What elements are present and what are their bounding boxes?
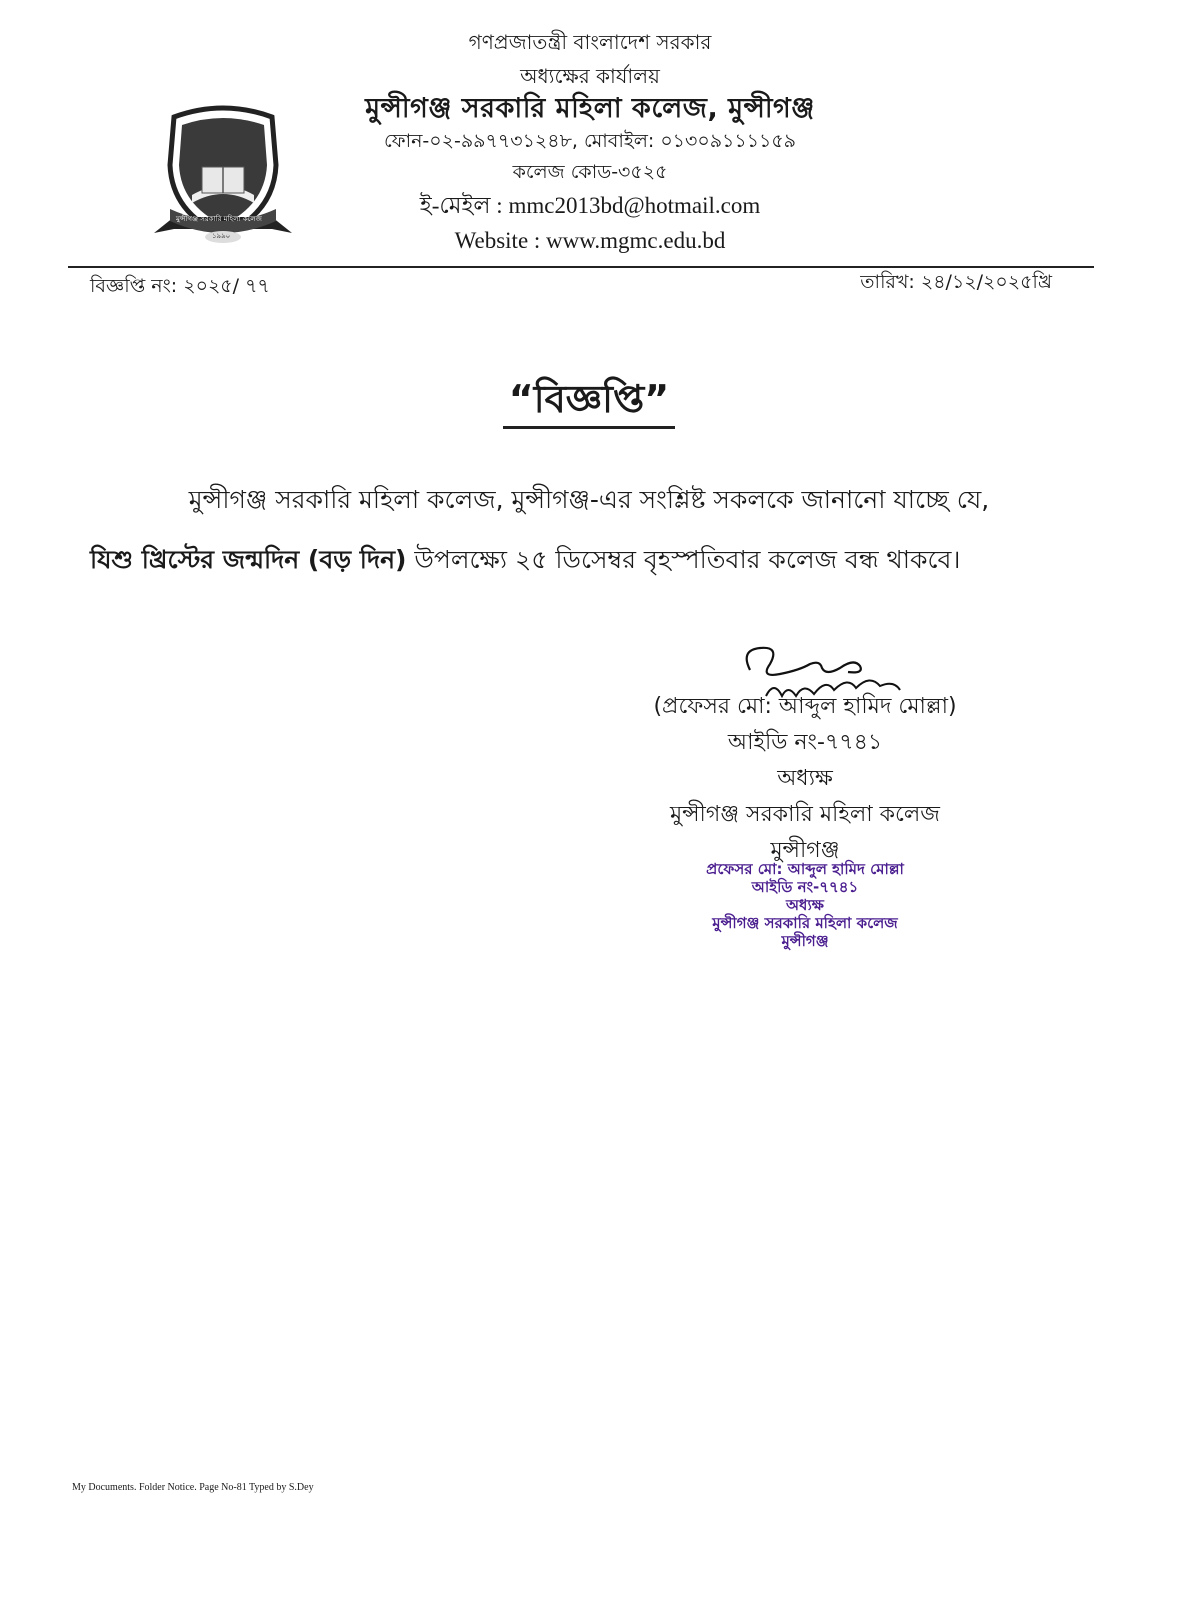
- college-name: মুন্সীগঞ্জ সরকারি মহিলা কলেজ, মুন্সীগঞ্জ: [365, 93, 815, 124]
- title-container: [0, 377, 1178, 429]
- signatory-college: মুন্সীগঞ্জ সরকারি মহিলা কলেজ: [670, 802, 940, 827]
- college-code: কলেজ কোড-৩৫২৫: [512, 161, 668, 183]
- stamp-id: আইডি নং-৭৭৪১: [751, 878, 859, 896]
- signatory-designation: অধ্যক্ষ: [777, 766, 833, 791]
- footer-note: My Documents. Folder Notice. Page No-81 Typed by S.Dey: [72, 1482, 314, 1493]
- signatory-block: [580, 696, 1030, 862]
- phone-line: ফোন-০২-৯৯৭৭৩১২৪৮, মোবাইল: ০১৩০৯১১১১৫৯: [383, 130, 797, 152]
- body-emphasis: যিশু খ্রিস্টের জন্মদিন (বড় দিন): [90, 545, 407, 574]
- logo-year: ১৯৯০: [212, 232, 231, 240]
- body-line-2: [90, 540, 960, 583]
- notice-title: “বিজ্ঞপ্তি”: [503, 380, 675, 429]
- letterhead: [300, 30, 880, 252]
- stamp-location: মুন্সীগঞ্জ: [781, 932, 829, 950]
- stamp-designation: অধ্যক্ষ: [786, 896, 824, 914]
- signatory-name: (প্রফেসর মো: আব্দুল হামিদ মোল্লা): [653, 694, 957, 719]
- government-name: গণপ্রজাতন্ত্রী বাংলাদেশ সরকার: [468, 30, 712, 54]
- office-name: অধ্যক্ষের কার্যালয়: [520, 64, 660, 88]
- email-line: ই-মেইল : mmc2013bd@hotmail.com: [419, 193, 761, 218]
- official-stamp: [660, 860, 950, 950]
- stamp-name: প্রফেসর মো: আব্দুল হামিদ মোল্লা: [706, 860, 904, 878]
- body-line-1: মুন্সীগঞ্জ সরকারি মহিলা কলেজ, মুন্সীগঞ্জ-এর সংশ্লিষ্ট সকলকে জানানো যাচ্ছে যে,: [188, 485, 990, 514]
- notice-date: তারিখ: ২৪/১২/২০২৫খ্রি: [860, 271, 1052, 293]
- stamp-college: মুন্সীগঞ্জ সরকারি মহিলা কলেজ: [712, 914, 898, 932]
- signatory-id: আইডি নং-৭৭৪১: [727, 730, 883, 755]
- body-rest: উপলক্ষ্যে ২৫ ডিসেম্বর বৃহস্পতিবার কলেজ বন্ধ থাকবে।: [406, 545, 961, 574]
- notice-number: বিজ্ঞপ্তি নং: ২০২৫/ ৭৭: [90, 275, 270, 297]
- website-line: Website : www.mgmc.edu.bd: [454, 228, 726, 253]
- signatory-location: মুন্সীগঞ্জ: [770, 838, 840, 863]
- logo-ribbon-text: মুন্সীগঞ্জ সরকারি মহিলা কলেজ: [176, 215, 262, 223]
